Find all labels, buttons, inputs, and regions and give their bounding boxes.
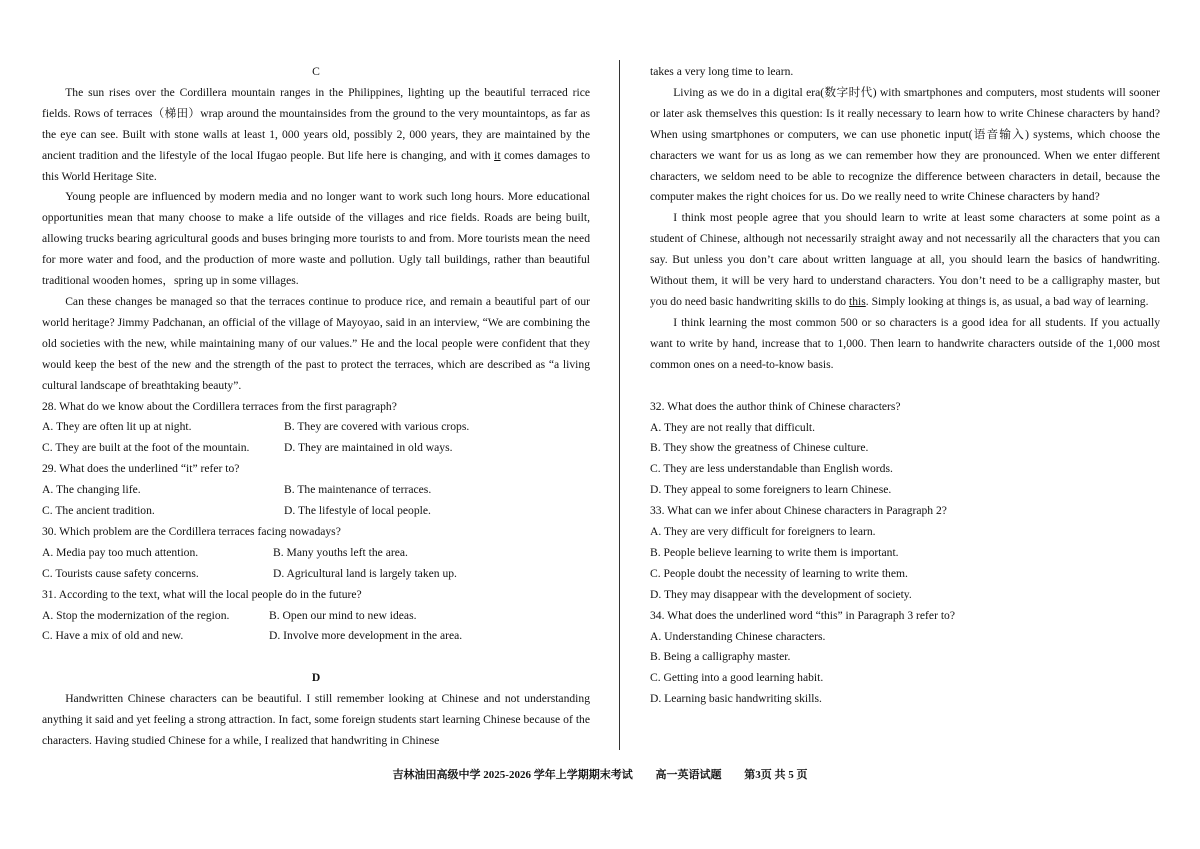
passage-c-paragraph-2: Young people are influenced by modern media and no longer want to work such long hours. More educational opportunities mean that many choose to make a life outside of the villages and rice fields. Roads are being built, allowing trucks bearing agricultural goods and buses bringing more tourists to and from. More tourists mean the need for more water and food, and the production of more waste and pollution. Ugly tall buildings, rather than beautiful traditional wooden homes，spring up in some villages. bbox=[42, 190, 590, 288]
option-c: C. They are less understandable than English words. bbox=[650, 462, 893, 476]
option-c: C. Getting into a good learning habit. bbox=[650, 671, 824, 685]
option-a: A. Stop the modernization of the region. bbox=[42, 608, 230, 622]
option-c: C. They are built at the foot of the mountain. bbox=[42, 441, 250, 455]
option-a: A. They are often lit up at night. bbox=[42, 420, 192, 434]
footer-page-number: 第3页 共 5 页 bbox=[744, 769, 808, 781]
option-b: B. Open our mind to new ideas. bbox=[269, 608, 417, 622]
passage-d-paragraph-4: I think learning the most common 500 or so characters is a good idea for all students. If you actually want to write by hand, increase that to 1,000. Then learn to handwrite characters outside of the 1,000 most common ones on a need-to-know basis. bbox=[650, 315, 1160, 371]
left-column bbox=[42, 62, 590, 752]
option-d: D. They are maintained in old ways. bbox=[284, 441, 453, 455]
passage-d-paragraph-1-continued: takes a very long time to learn. bbox=[650, 65, 794, 78]
question-stem: 28. What do we know about the Cordillera terraces from the first paragraph? bbox=[42, 399, 397, 413]
option-c: C. People doubt the necessity of learning to write them. bbox=[650, 566, 908, 580]
underlined-it: it bbox=[494, 148, 501, 162]
option-a: A. The changing life. bbox=[42, 483, 141, 497]
question-stem: 33. What can we infer about Chinese characters in Paragraph 2? bbox=[650, 504, 947, 518]
right-column bbox=[650, 62, 1160, 710]
option-c: C. The ancient tradition. bbox=[42, 504, 155, 518]
footer-exam-title: 吉林油田高级中学 2025-2026 学年上学期期末考试 bbox=[392, 769, 633, 781]
option-b: B. Many youths left the area. bbox=[273, 545, 408, 559]
page-footer bbox=[0, 766, 1200, 782]
passage-c-label: C bbox=[312, 65, 320, 78]
question-30 bbox=[42, 522, 590, 585]
passage-c-paragraph-1: The sun rises over the Cordillera mountain ranges in the Philippines, lighting up the beautiful terraced rice fields. Rows of terraces（梯田）wrap around the mountainsides from the ground to the very mountaintops, as far as the eye can see. Built with stone walls at least 1, 000 years old, possibly 2, 000 years, they are maintained by the ancient tradition and the lifestyle of the local Ifugao people. But life here is changing, and with it comes damages to this World Heritage Site. bbox=[42, 85, 590, 183]
option-d: D. Learning basic handwriting skills. bbox=[650, 692, 822, 706]
option-b: B. People believe learning to write them is important. bbox=[650, 545, 899, 559]
option-b: B. They show the greatness of Chinese culture. bbox=[650, 441, 869, 455]
option-a: A. Media pay too much attention. bbox=[42, 545, 199, 559]
option-a: A. They are not really that difficult. bbox=[650, 420, 816, 434]
option-b: B. They are covered with various crops. bbox=[284, 420, 470, 434]
question-31 bbox=[42, 585, 590, 648]
passage-d-label: D bbox=[311, 671, 321, 685]
question-stem: 30. Which problem are the Cordillera terraces facing nowadays? bbox=[42, 524, 341, 538]
question-stem: 31. According to the text, what will the local people do in the future? bbox=[42, 587, 362, 601]
passage-d-paragraph-3: I think most people agree that you should learn to write at least some characters at some point as a student of Chinese, although not necessarily straight away and not necessarily all the characters that you can say. But unless you don’t care about written language at all, you should learn the basics of handwriting. Without them, it will be very hard to understand characters. You don’t need to be a calligraphy master, but you do need basic handwriting skills to do this. Simply looking at things is, as usual, a bad way of learning. bbox=[650, 211, 1160, 308]
option-d: D. They appeal to some foreigners to learn Chinese. bbox=[650, 483, 892, 497]
option-b: B. The maintenance of terraces. bbox=[284, 483, 432, 497]
option-c: C. Tourists cause safety concerns. bbox=[42, 566, 199, 580]
question-33 bbox=[650, 501, 1160, 606]
option-c: C. Have a mix of old and new. bbox=[42, 629, 184, 643]
passage-d-paragraph-2: Living as we do in a digital era(数字时代) with smartphones and computers, most students will sooner or later ask themselves this question: Is it really necessary to learn how to write Chinese characters by hand? When using smartphones or computers, we can use phonetic input(语音输入) systems, which choose the characters we want for us as long as we can remember how they are pronounced. When we enter different characters, we seldom need to be able to recognize the difference between characters in detail, because the computer makes the right choices for us. Do we really need to write Chinese characters by hand? bbox=[650, 85, 1160, 204]
option-a: A. They are very difficult for foreigners to learn. bbox=[650, 525, 876, 539]
option-a: A. Understanding Chinese characters. bbox=[650, 629, 826, 643]
option-d: D. Involve more development in the area. bbox=[269, 629, 463, 643]
passage-c-paragraph-3: Can these changes be managed so that the terraces continue to produce rice, and remain a beautiful part of our world heritage? Jimmy Padchanan, an official of the village of Mayoyao, said in an interview, “We are combining the old societies with the new, while maintaining many of our values.” He and the local people were confident that they would keep the best of the new and the strength of the past to protect the terraces, which are described as “a living cultural landscape of breathtaking beauty”. bbox=[42, 294, 590, 392]
question-stem: 34. What does the underlined word “this” in Paragraph 3 refer to? bbox=[650, 608, 955, 622]
option-d: D. They may disappear with the development of society. bbox=[650, 587, 912, 601]
question-stem: 32. What does the author think of Chinese characters? bbox=[650, 399, 901, 413]
option-d: D. Agricultural land is largely taken up. bbox=[273, 566, 457, 580]
question-34 bbox=[650, 606, 1160, 711]
option-d: D. The lifestyle of local people. bbox=[284, 504, 431, 518]
underlined-this: this bbox=[849, 294, 866, 308]
question-stem: 29. What does the underlined “it” refer to? bbox=[42, 462, 240, 476]
option-b: B. Being a calligraphy master. bbox=[650, 650, 791, 664]
question-32 bbox=[650, 397, 1160, 502]
footer-subject: 高一英语试题 bbox=[655, 769, 722, 781]
passage-d-paragraph-1: Handwritten Chinese characters can be beautiful. I still remember looking at Chinese and not understanding anything it said and yet feeling a strong attraction. In fact, some foreign students start learning Chinese because of the characters. Having studied Chinese for a while, I realized that handwriting in Chinese bbox=[42, 692, 590, 748]
column-divider bbox=[619, 60, 620, 750]
question-29 bbox=[42, 459, 590, 522]
question-28 bbox=[42, 397, 590, 460]
